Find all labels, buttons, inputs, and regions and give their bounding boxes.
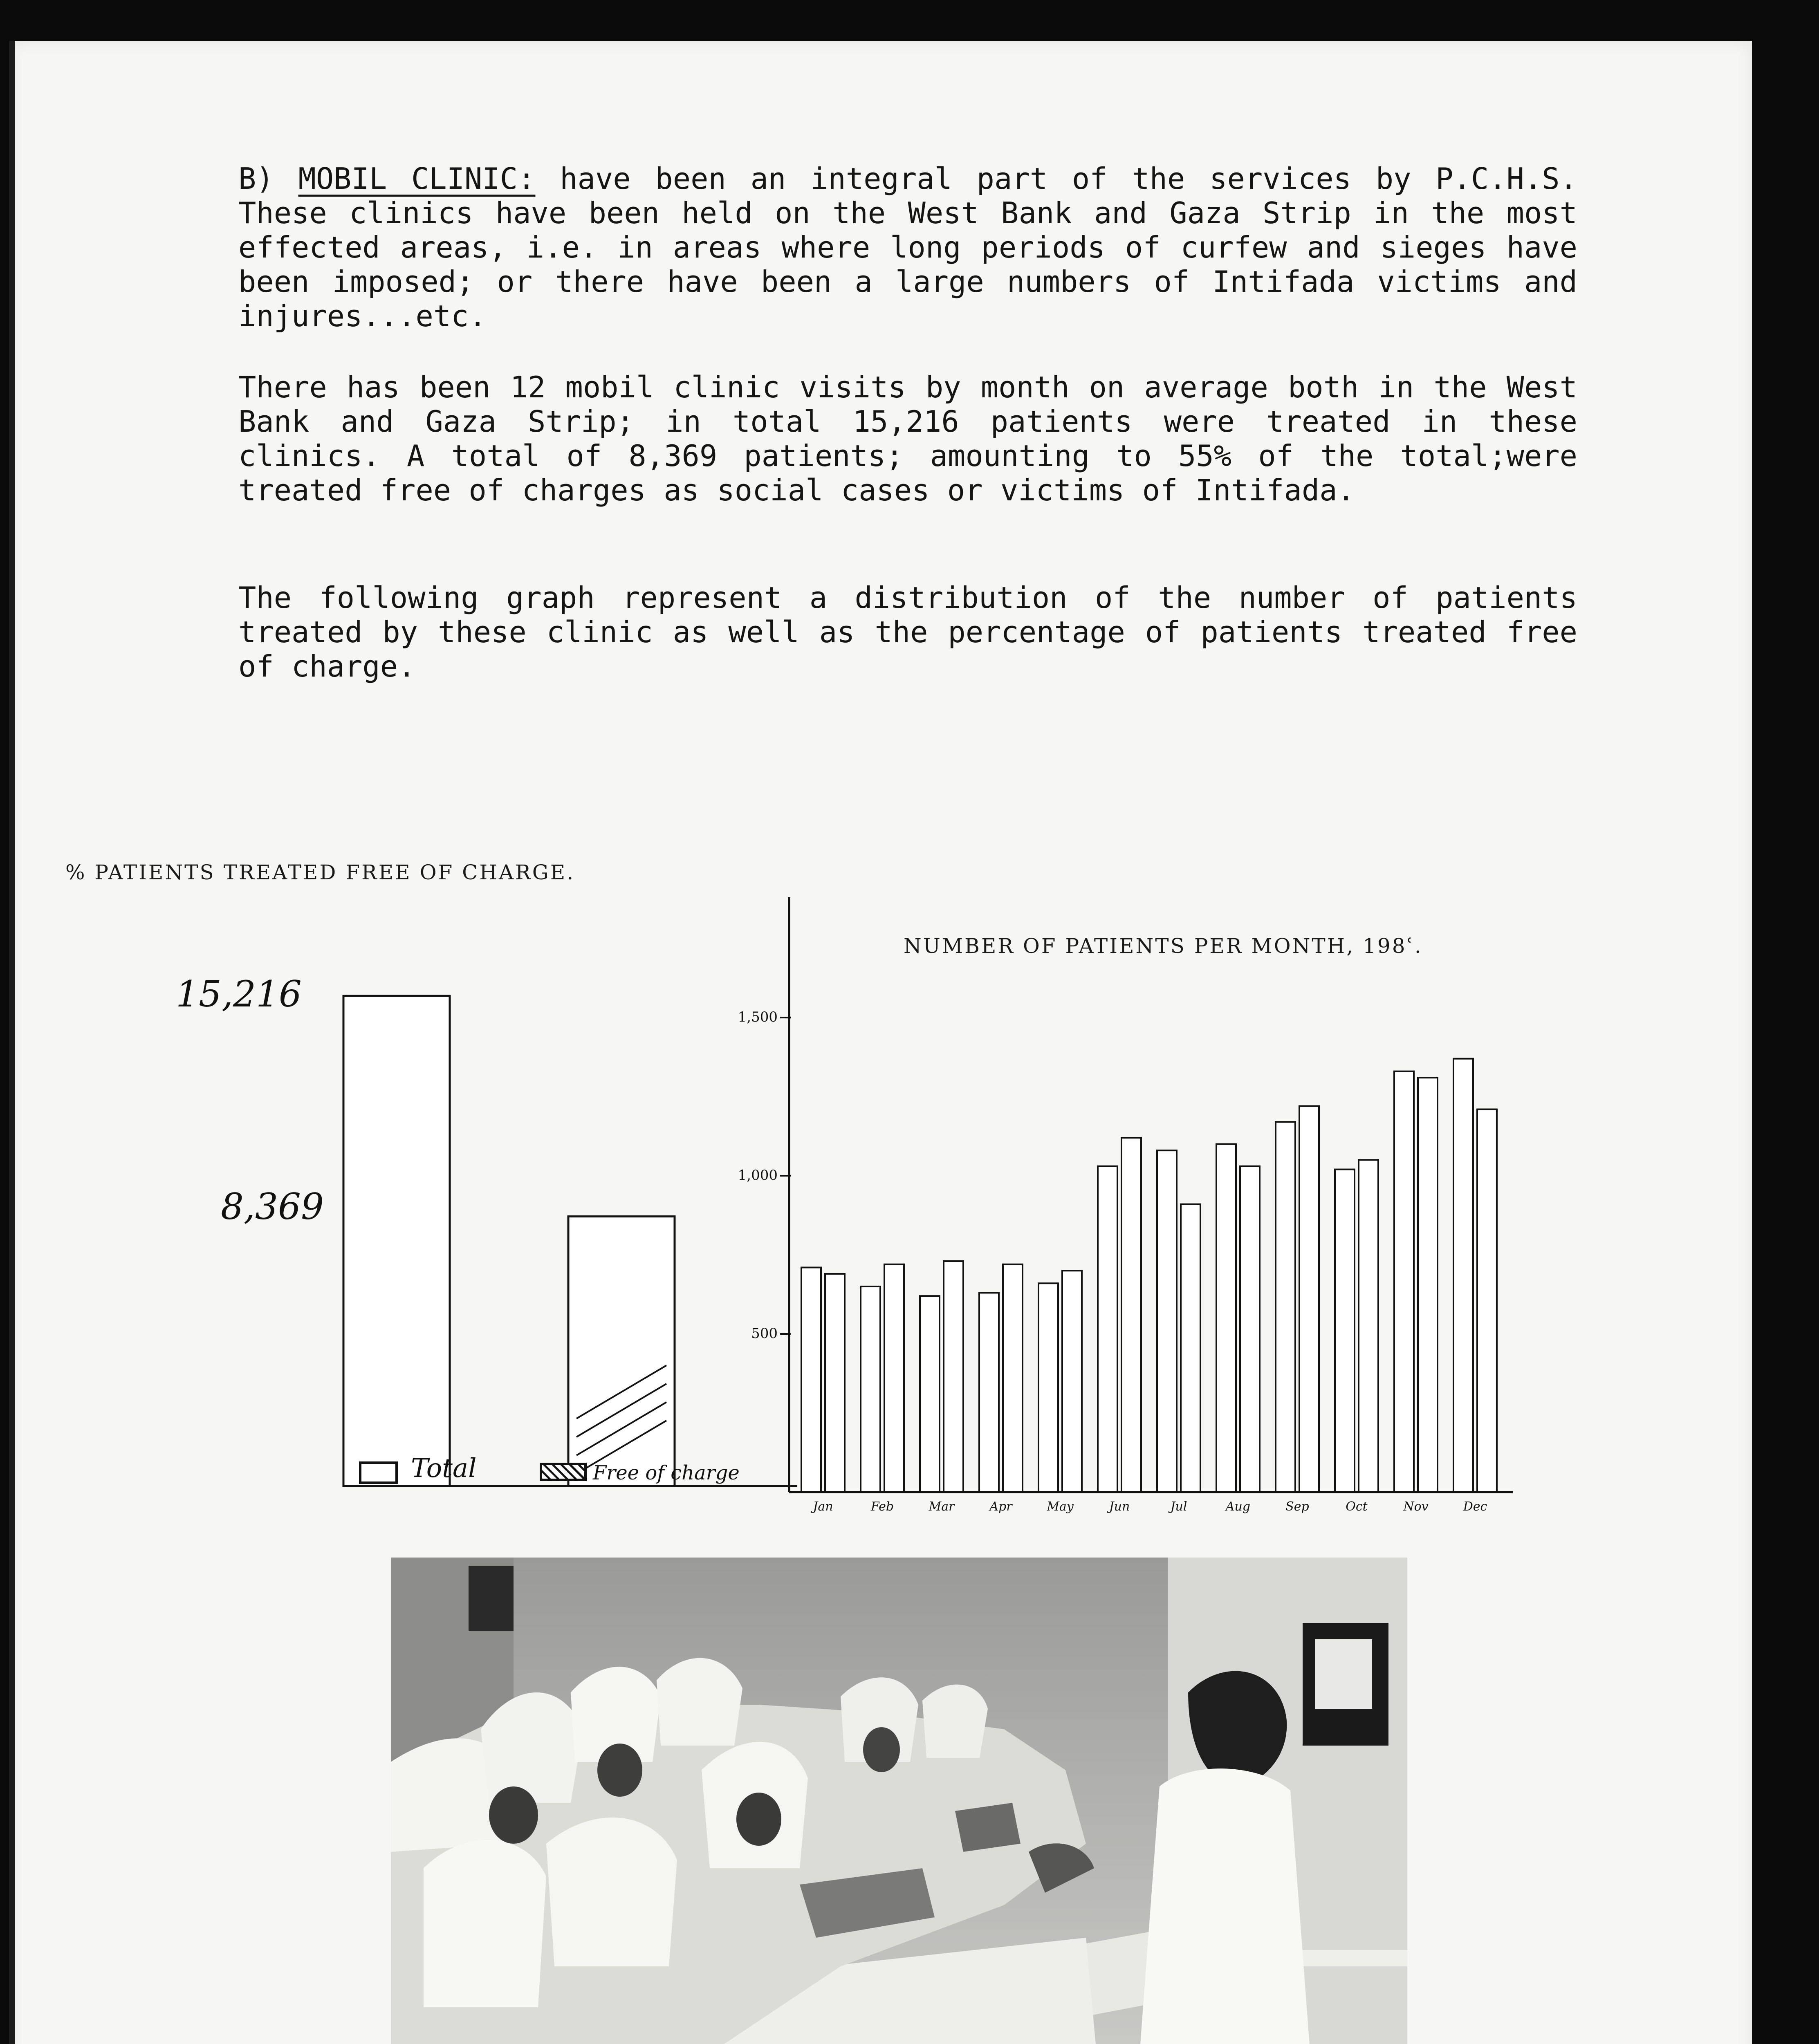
bar-free-of-charge	[568, 1217, 675, 1486]
y-tick-label: 1,000	[738, 1167, 778, 1184]
mobil-clinic-paragraph	[238, 161, 1577, 333]
month-tick-label: Jul	[1170, 1499, 1187, 1514]
month-bar	[1003, 1264, 1023, 1492]
clinic-photo	[391, 1558, 1407, 2044]
month-tick-label: Oct	[1346, 1499, 1368, 1514]
y-tick-label: 1,500	[738, 1009, 778, 1026]
month-bar	[801, 1268, 821, 1492]
bar-total	[343, 996, 450, 1486]
month-bar	[1477, 1109, 1497, 1492]
legend-swatch-free	[540, 1463, 587, 1481]
month-tick-label: Apr	[989, 1499, 1012, 1514]
month-bar	[944, 1261, 963, 1492]
month-bar	[884, 1264, 904, 1492]
month-bar	[825, 1274, 845, 1492]
month-bar	[1240, 1166, 1260, 1492]
month-bar	[1216, 1144, 1236, 1492]
month-tick-label: Dec	[1463, 1499, 1487, 1514]
month-tick-label: Nov	[1403, 1499, 1429, 1514]
y-tick-label: 500	[751, 1325, 778, 1342]
month-bar	[1038, 1283, 1058, 1492]
monthly-patients-chart	[720, 897, 1529, 1537]
month-bar	[1098, 1166, 1117, 1492]
month-bar	[1335, 1170, 1355, 1492]
legend-label-total: Total	[411, 1453, 477, 1484]
monthly-patients-chart-title: NUMBER OF PATIENTS PER MONTH, 198ʿ.	[904, 934, 1423, 958]
legend-swatch-total	[359, 1461, 398, 1484]
free-of-charge-chart-title: % PATIENTS TREATED FREE OF CHARGE.	[65, 861, 575, 884]
legend-label-free: Free of charge	[593, 1461, 740, 1484]
month-bar	[1359, 1160, 1378, 1492]
month-bar	[861, 1286, 880, 1492]
month-bar	[1299, 1106, 1319, 1492]
month-bar	[1276, 1122, 1295, 1492]
month-tick-label: Jun	[1109, 1499, 1130, 1514]
month-tick-label: Feb	[870, 1499, 894, 1514]
month-tick-label: Sep	[1285, 1499, 1309, 1514]
month-tick-label: Mar	[929, 1499, 955, 1514]
month-tick-label: Aug	[1225, 1499, 1251, 1514]
month-bar	[1418, 1078, 1438, 1492]
month-bar	[1181, 1204, 1200, 1492]
free-value-label: 8,369	[221, 1186, 324, 1228]
month-bar	[1453, 1059, 1473, 1492]
month-tick-label: May	[1047, 1499, 1074, 1514]
section-lead: B)	[238, 161, 298, 196]
month-tick-label: Jan	[813, 1499, 833, 1514]
page-spine-shadow	[9, 41, 15, 2044]
month-bar	[920, 1296, 940, 1492]
month-bar	[1157, 1150, 1177, 1492]
month-bar	[1394, 1071, 1414, 1492]
paragraph-1-text: have been an integral part of the services by P.C.H.S. These clinics have been held on the West Bank and Gaza Strip in the most effected areas, i.e. in areas where long periods of curfew and sieges have been imposed; or there have been a large numbers of Intifada victims and injures...etc.	[238, 161, 1577, 333]
visits-paragraph: There has been 12 mobil clinic visits by month on average both in the West Bank and Gaza Strip; in total 15,216 patients were treated in these clinics. A total of 8,369 patients; amounting to 55% of the total;were treated free of charges as social cases or victims of Intifada.	[238, 370, 1577, 507]
month-bar	[1062, 1271, 1082, 1492]
total-value-label: 15,216	[176, 973, 302, 1015]
section-heading: MOBIL CLINIC:	[298, 161, 536, 196]
month-bar	[1121, 1138, 1141, 1492]
month-bar	[979, 1293, 999, 1492]
graph-intro-paragraph: The following graph represent a distribution of the number of patients treated by these clinic as well as the percentage of patients treated free of charge.	[238, 580, 1577, 684]
